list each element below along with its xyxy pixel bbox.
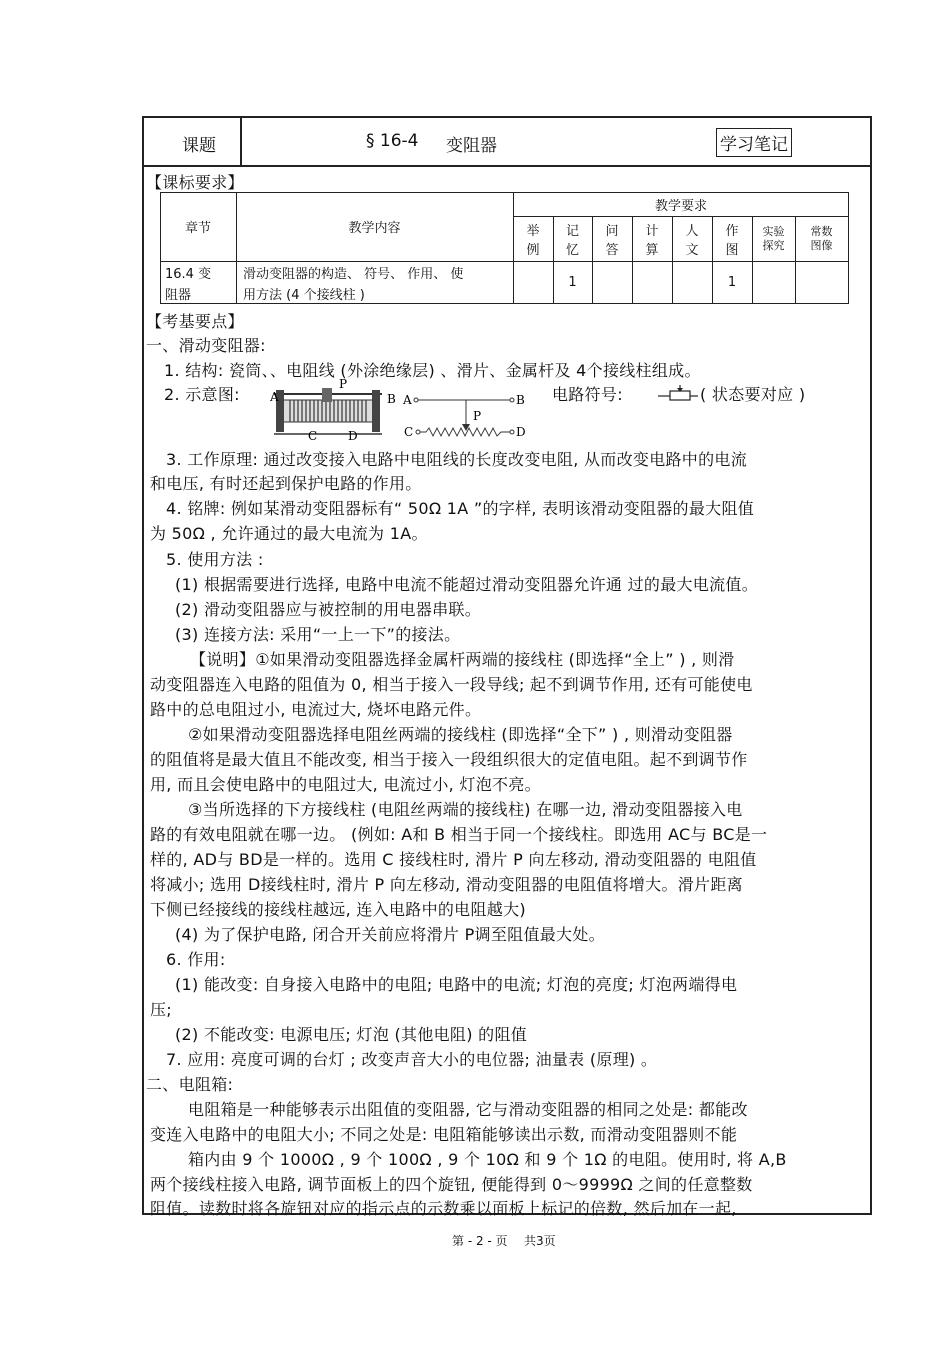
req-col-header: 作 图 [725, 223, 739, 258]
paragraph-line: (2) 滑动变阻器应与被控制的用电器串联。 [175, 600, 482, 619]
header-right-border [870, 116, 872, 166]
diagram-label: 2. 示意图: [164, 385, 240, 404]
header-divider [240, 116, 242, 166]
req-col-header: 记 忆 [565, 223, 579, 258]
section-number: § 16-4 [366, 131, 419, 151]
col-content-header: 教学内容 [348, 221, 401, 236]
paragraph-line: (4) 为了保护电路, 闭合开关前应将滑片 P调至阻值最大处。 [175, 925, 605, 944]
paragraph-line: 两个接线柱接入电路, 调节面板上的四个旋钮, 便能得到 0～9999Ω 之间的任意整数 [150, 1175, 753, 1194]
paragraph-line: 电阻箱是一种能够表示出阻值的变阻器, 它与滑动变阻器的相同之处是: 都能改 [188, 1100, 748, 1119]
lesson-title: 变阻器 [446, 136, 497, 156]
header-bottom-border [142, 165, 872, 167]
paragraph-line: 阻值。读数时将各旋钮对应的指示点的示数乘以面板上标记的倍数, 然后加在一起, [150, 1199, 737, 1218]
terminal-a-label: A [270, 390, 279, 404]
terminal-d-label: D [348, 429, 358, 443]
paragraph-line: 下侧已经接线的接线柱越远, 连入电路中的电阻越大) [150, 900, 526, 919]
paragraph-line: 的阻值将是最大值且不能改变, 相当于接入一段组织很大的定值电阻。起不到调节作 [150, 750, 748, 769]
row-chapter: 阻器 [165, 288, 192, 303]
row-mark: 1 [568, 274, 577, 290]
paragraph-line: (3) 连接方法: 采用“一上一下”的接法。 [175, 625, 461, 644]
row-content: 用方法 (4 个接线柱 ) [243, 288, 365, 303]
symbol-label: 电路符号: [552, 385, 623, 404]
page-total: 共3页 [524, 1234, 556, 1248]
paragraph-line: 3. 工作原理: 通过改变接入电路中电阻线的长度改变电阻, 从而改变电路中的电流 [166, 450, 748, 469]
req-col-header: 计 算 [645, 223, 659, 258]
points-heading: 【考基要点】 [146, 312, 244, 331]
paragraph-line: 压; [150, 1000, 172, 1019]
paragraph-line: ③当所选择的下方接线柱 (电阻丝两端的接线柱) 在哪一边, 滑动变阻器接入电 [188, 800, 743, 819]
schematic-p-label: P [473, 409, 482, 423]
page-number: 第 - 2 - 页 [452, 1234, 508, 1248]
paragraph-line: 【说明】①如果滑动变阻器选择金属杆两端的接线柱 (即选择“全上” ) , 则滑 [190, 650, 735, 669]
rheostat-diagram [270, 376, 532, 444]
paragraph-line: 动变阻器连入电路的阻值为 0, 相当于接入一段导线; 起不到调节作用, 还有可能使电 [150, 675, 753, 694]
study-notes-box: 学习笔记 [716, 128, 792, 157]
section-heading: 二、电阻箱: [146, 1075, 234, 1094]
paragraph-line: 1. 结构: 瓷筒、、电阻线 (外涂绝缘层) 、滑片、金属杆及 4个接线柱组成。 [164, 361, 701, 380]
page-left-border [142, 116, 144, 1214]
schematic-b-label: B [516, 393, 525, 407]
paragraph-line: 6. 作用: [166, 950, 226, 969]
paragraph-line: 7. 应用: 亮度可调的台灯 ; 改变声音大小的电位器; 油量表 (原理) 。 [166, 1050, 658, 1069]
header-top-border [142, 116, 872, 118]
paragraph-line: (1) 能改变: 自身接入电路中的电阻; 电路中的电流; 灯泡的亮度; 灯泡两端得电 [175, 975, 738, 994]
paragraph-line: 箱内由 9 个 1000Ω , 9 个 100Ω , 9 个 10Ω 和 9 个 1Ω 的电阻。使用时, 将 A,B [188, 1150, 787, 1169]
schematic-c-label: C [404, 425, 414, 439]
paragraph-line: 路的有效电阻就在哪一边。 (例如: A和 B 相当于同一个接线柱。即选用 AC与 BC是一 [150, 825, 768, 844]
req-col-header: 实验 探究 [762, 224, 785, 252]
standards-heading: 【课标要求】 [146, 173, 244, 192]
paragraph-line: 和电压, 有时还起到保护电路的作用。 [150, 474, 422, 493]
paragraph-line: 用, 而且会使电路中的电阻过大, 电流过小, 灯泡不亮。 [150, 775, 541, 794]
schematic-d-label: D [516, 425, 526, 439]
terminal-b-label: B [387, 392, 396, 406]
paragraph-line: (1) 根据需要进行选择, 电路中电流不能超过滑动变阻器允许通 过的最大电流值。 [175, 575, 759, 594]
req-col-header: 常数 图像 [810, 224, 833, 252]
section-heading: 一、滑动变阻器: [146, 336, 266, 355]
row-chapter: 16.4 变 [165, 267, 212, 282]
table-border-bottom [160, 303, 849, 304]
paragraph-line: 样的, AD与 BD是一样的。选用 C 接线柱时, 滑片 P 向左移动, 滑动变阻器的 电阻值 [150, 850, 757, 869]
req-col-header: 问 答 [605, 223, 619, 258]
rheostat-illustration [270, 376, 532, 444]
symbol-note: ( 状态要对应 ) [700, 385, 806, 404]
page-right-border [870, 166, 872, 1214]
col-requirements-header: 教学要求 [654, 198, 707, 214]
paragraph-line: 变连入电路中的电阻大小; 不同之处是: 电阻箱能够读出示数, 而滑动变阻器则不能 [150, 1125, 738, 1144]
paragraph-line: ②如果滑动变阻器选择电阻丝两端的接线柱 (即选择“全下” ) , 则滑动变阻器 [188, 725, 733, 744]
paragraph-line: (2) 不能改变: 电源电压; 灯泡 (其他电阻) 的阻值 [175, 1025, 528, 1044]
col-chapter-header: 章节 [184, 221, 211, 236]
paragraph-line: 5. 使用方法 : [166, 550, 264, 569]
req-col-header: 人 文 [685, 223, 699, 258]
slider-p-label: P [339, 377, 348, 391]
header-label: 课题 [182, 136, 216, 156]
req-col-header: 举 例 [526, 223, 540, 258]
paragraph-line: 为 50Ω , 允许通过的最大电流为 1A。 [150, 524, 428, 543]
row-mark: 1 [727, 274, 737, 290]
rheostat-symbol-icon [658, 384, 700, 402]
paragraph-line: 路中的总电阻过小, 电流过大, 烧坏电路元件。 [150, 700, 482, 719]
terminal-c-label: C [308, 429, 318, 443]
paragraph-line: 4. 铭牌: 例如某滑动变阻器标有“ 50Ω 1A ”的字样, 表明该滑动变阻器的最大阻值 [166, 499, 755, 518]
schematic-a-label: A [403, 393, 412, 407]
row-content: 滑动变阻器的构造、 符号、 作用、 使 [243, 267, 464, 282]
paragraph-line: 将减小; 选用 D接线柱时, 滑片 P 向左移动, 滑动变阻器的电阻值将增大。滑片距离 [150, 875, 743, 894]
